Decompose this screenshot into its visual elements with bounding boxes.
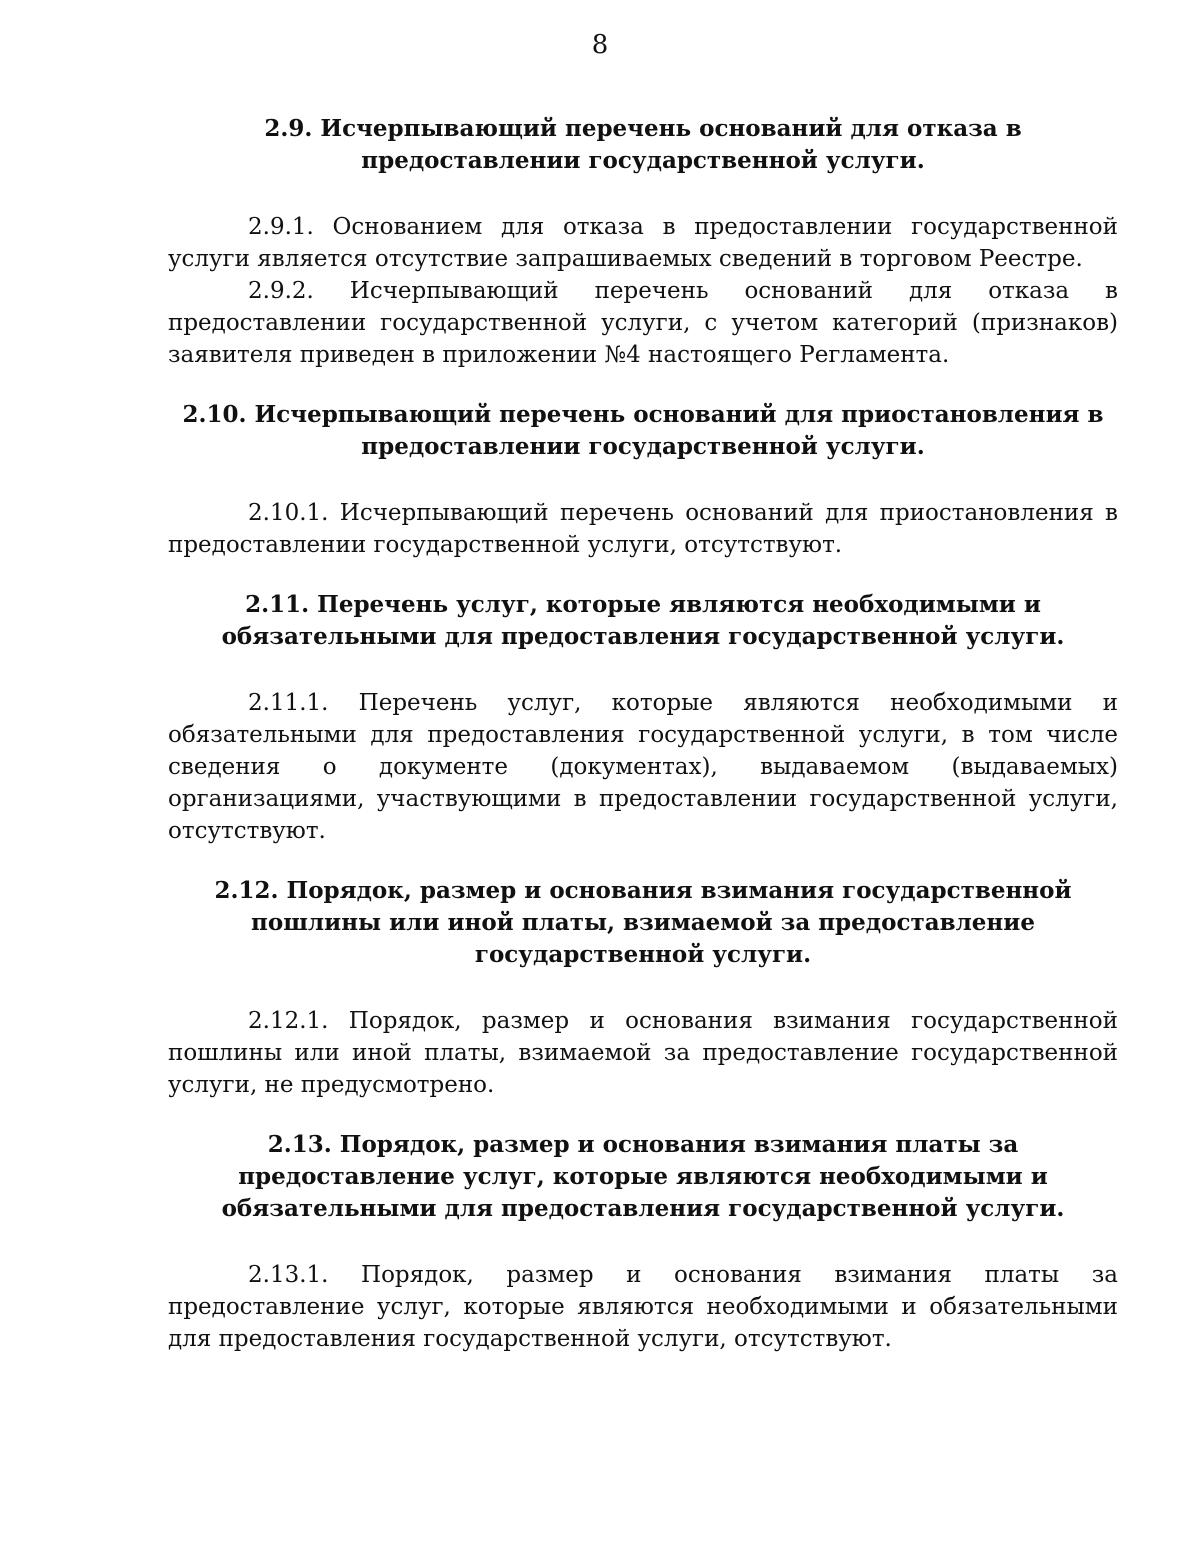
section-2-9	[168, 113, 1118, 371]
section-heading: 2.11. Перечень услуг, которые являются необходимыми и обязательными для предоставления государственной услуги.	[221, 591, 1065, 650]
section-2-12	[168, 875, 1118, 1101]
section-heading: 2.9. Исчерпывающий перечень оснований для отказа в предоставлении государственной услуги.	[264, 115, 1022, 174]
section-2-10	[168, 399, 1118, 561]
section-2-13	[168, 1129, 1118, 1355]
section-heading: 2.13. Порядок, размер и основания взимания платы за предоставление услуг, которые являются необходимыми и обязательными для предоставления государственной услуги.	[221, 1131, 1065, 1222]
paragraph: 2.12.1. Порядок, размер и основания взимания государственной пошлины или иной платы, взимаемой за предоставление государственной услуги, не предусмотрено.	[168, 1008, 1118, 1098]
section-heading: 2.10. Исчерпывающий перечень оснований для приостановления в предоставлении государственной услуги.	[182, 401, 1104, 460]
paragraph: 2.9.2. Исчерпывающий перечень оснований для отказа в предоставлении государственной услуги, с учетом категорий (признаков) заявителя приведен в приложении №4 настоящего Регламента.	[168, 278, 1118, 368]
paragraph: 2.10.1. Исчерпывающий перечень оснований для приостановления в предоставлении государственной услуги, отсутствуют.	[168, 500, 1118, 558]
page-number: 8	[591, 30, 609, 60]
section-2-11	[168, 589, 1118, 847]
section-heading: 2.12. Порядок, размер и основания взимания государственной пошлины или иной платы, взимаемой за предоставление государственной услуги.	[214, 877, 1072, 968]
document-body	[168, 113, 1118, 1383]
paragraph: 2.9.1. Основанием для отказа в предоставлении государственной услуги является отсутствие запрашиваемых сведений в торговом Реестре.	[168, 214, 1118, 272]
paragraph: 2.13.1. Порядок, размер и основания взимания платы за предоставление услуг, которые являются необходимыми и обязательными для предоставления государственной услуги, отсутствуют.	[168, 1262, 1118, 1352]
paragraph: 2.11.1. Перечень услуг, которые являются необходимыми и обязательными для предоставления государственной услуги, в том числе сведения о документе (документах), выдаваемом (выдаваемых) организациями, участвующими в предоставлении государственной услуги, отсутствуют.	[168, 690, 1118, 844]
